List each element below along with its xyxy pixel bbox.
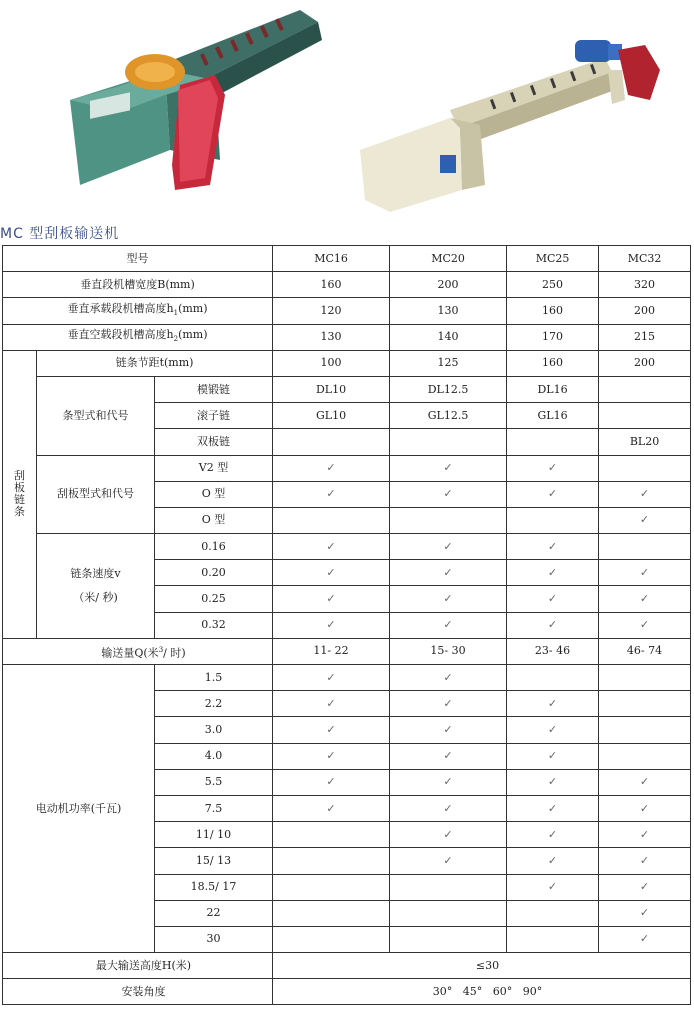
value-cell [599, 560, 691, 586]
check-icon: ✓ [639, 618, 650, 632]
value-cell [507, 665, 599, 691]
value-cell: 46- 74 [599, 638, 691, 664]
check-icon: ✓ [326, 592, 336, 606]
value-cell: DL10 [273, 376, 390, 402]
check-icon: ✓ [443, 565, 453, 579]
value-cell [599, 822, 691, 848]
value-cell [507, 481, 599, 507]
check-icon: ✓ [639, 906, 650, 920]
check-icon: ✓ [639, 853, 650, 867]
value-cell [390, 795, 507, 821]
value-cell [599, 874, 691, 900]
check-icon: ✓ [443, 853, 453, 867]
check-icon: ✓ [443, 696, 453, 710]
value-cell [599, 534, 691, 560]
sub-label: 0.20 [155, 560, 273, 586]
value-cell [390, 717, 507, 743]
check-icon: ✓ [547, 827, 558, 841]
check-icon: ✓ [547, 461, 558, 475]
value-cell [390, 926, 507, 952]
value-cell: 170 [507, 324, 599, 350]
value-cell: 160 [507, 350, 599, 376]
table-row [3, 953, 691, 979]
value-cell [273, 665, 390, 691]
value-cell [599, 717, 691, 743]
install-angle-label: 安装角度 [3, 979, 273, 1005]
right-conveyor-photo [360, 40, 660, 212]
left-conveyor-photo [70, 10, 322, 190]
check-icon: ✓ [326, 539, 336, 553]
value-cell: GL12.5 [390, 403, 507, 429]
table-row [3, 979, 691, 1005]
value-cell [273, 743, 390, 769]
header-col: MC20 [390, 246, 507, 272]
check-icon: ✓ [326, 801, 336, 815]
table-row [3, 534, 691, 560]
check-icon: ✓ [639, 880, 650, 894]
value-cell [273, 691, 390, 717]
value-cell: 200 [599, 298, 691, 324]
value-cell [273, 769, 390, 795]
value-cell [507, 874, 599, 900]
header-model: 型号 [3, 246, 273, 272]
value-cell: GL10 [273, 403, 390, 429]
value-cell [273, 507, 390, 533]
value-cell [273, 848, 390, 874]
value-cell [390, 507, 507, 533]
value-cell [273, 586, 390, 612]
header-col: MC16 [273, 246, 390, 272]
table-row [3, 298, 691, 324]
value-cell: GL16 [507, 403, 599, 429]
check-icon: ✓ [639, 827, 650, 841]
value-cell [390, 822, 507, 848]
check-icon: ✓ [443, 618, 453, 632]
value-cell [390, 743, 507, 769]
table-row [3, 350, 691, 376]
check-icon: ✓ [639, 801, 650, 815]
value-cell [507, 848, 599, 874]
value-cell [390, 560, 507, 586]
value-cell [599, 507, 691, 533]
value-cell [599, 926, 691, 952]
chain-type-label: 条型式和代号 [37, 376, 155, 455]
product-photos [0, 0, 694, 222]
speed-label: 链条速度v （米/ 秒) [37, 534, 155, 639]
check-icon: ✓ [326, 749, 336, 763]
value-cell [273, 822, 390, 848]
value-cell: 200 [599, 350, 691, 376]
value-cell [599, 795, 691, 821]
value-cell [507, 455, 599, 481]
value-cell [273, 717, 390, 743]
sub-label: 2.2 [155, 691, 273, 717]
check-icon: ✓ [443, 801, 453, 815]
value-cell [390, 900, 507, 926]
sub-label: 双板链 [155, 429, 273, 455]
table-row [3, 455, 691, 481]
value-cell [507, 743, 599, 769]
value-cell: DL12.5 [390, 376, 507, 402]
value-cell [507, 612, 599, 638]
sub-label: 5.5 [155, 769, 273, 795]
value-cell [599, 769, 691, 795]
check-icon: ✓ [639, 513, 650, 527]
sub-label: O 型 [155, 507, 273, 533]
value-cell [599, 848, 691, 874]
check-icon: ✓ [443, 749, 453, 763]
value-cell: 120 [273, 298, 390, 324]
value-cell [599, 481, 691, 507]
table-row [3, 324, 691, 350]
value-cell: 200 [390, 272, 507, 298]
value-cell: 15- 30 [390, 638, 507, 664]
sub-label: 18.5/ 17 [155, 874, 273, 900]
value-cell [273, 874, 390, 900]
sub-label: 30 [155, 926, 273, 952]
value-cell: DL16 [507, 376, 599, 402]
value-cell [507, 717, 599, 743]
value-cell [390, 769, 507, 795]
value-cell [273, 926, 390, 952]
sub-label: 0.25 [155, 586, 273, 612]
check-icon: ✓ [547, 539, 558, 553]
check-icon: ✓ [547, 722, 558, 736]
value-cell: 100 [273, 350, 390, 376]
value-cell: 125 [390, 350, 507, 376]
sub-label: 22 [155, 900, 273, 926]
check-icon: ✓ [547, 880, 558, 894]
table-row [3, 272, 691, 298]
row-label: 垂直空载段机槽高度$h_2(mm)$ [3, 324, 273, 350]
value-cell [273, 795, 390, 821]
sub-label: 15/ 13 [155, 848, 273, 874]
check-icon: ✓ [443, 722, 453, 736]
value-cell [390, 874, 507, 900]
value-cell [507, 926, 599, 952]
check-icon: ✓ [547, 618, 558, 632]
row-label: 链条节距t(mm) [37, 350, 273, 376]
value-cell [599, 612, 691, 638]
value-cell [390, 848, 507, 874]
check-icon: ✓ [639, 932, 650, 946]
value-cell: 130 [390, 298, 507, 324]
header-col: MC32 [599, 246, 691, 272]
check-icon: ✓ [443, 827, 453, 841]
check-icon: ✓ [639, 775, 650, 789]
max-height-label: 最大输送高度H(米) [3, 953, 273, 979]
value-cell [507, 507, 599, 533]
value-cell [507, 795, 599, 821]
value-cell [507, 769, 599, 795]
sub-label: 11/ 10 [155, 822, 273, 848]
check-icon: ✓ [326, 565, 336, 579]
sub-label: 0.32 [155, 612, 273, 638]
value-cell [273, 429, 390, 455]
chain-group-label: 刮 板 链 条 [3, 350, 37, 638]
check-icon: ✓ [547, 592, 558, 606]
value-cell [390, 665, 507, 691]
check-icon: ✓ [326, 670, 336, 684]
value-cell [599, 403, 691, 429]
value-cell [390, 481, 507, 507]
value-cell [599, 691, 691, 717]
value-cell [390, 429, 507, 455]
check-icon: ✓ [326, 461, 336, 475]
check-icon: ✓ [547, 696, 558, 710]
value-cell [273, 455, 390, 481]
value-cell [390, 612, 507, 638]
scraper-type-label: 刮板型式和代号 [37, 455, 155, 534]
value-cell [390, 586, 507, 612]
sub-label: 3.0 [155, 717, 273, 743]
value-cell [599, 665, 691, 691]
value-cell [507, 822, 599, 848]
check-icon: ✓ [326, 722, 336, 736]
value-cell [273, 481, 390, 507]
check-icon: ✓ [547, 775, 558, 789]
check-icon: ✓ [547, 487, 558, 501]
sub-label: 0.16 [155, 534, 273, 560]
value-cell [599, 743, 691, 769]
check-icon: ✓ [547, 853, 558, 867]
motor-label: 电动机功率(千瓦) [3, 665, 155, 953]
check-icon: ✓ [639, 487, 650, 501]
value-cell: 140 [390, 324, 507, 350]
value-cell [507, 691, 599, 717]
value-cell [273, 560, 390, 586]
row-label: 垂直承载段机槽高度$h_1(mm)$ [3, 298, 273, 324]
check-icon: ✓ [326, 696, 336, 710]
value-cell [599, 376, 691, 402]
check-icon: ✓ [443, 670, 453, 684]
value-cell [507, 900, 599, 926]
check-icon: ✓ [547, 565, 558, 579]
check-icon: ✓ [639, 592, 650, 606]
value-cell [273, 534, 390, 560]
check-icon: ✓ [547, 801, 558, 815]
sub-label: 7.5 [155, 795, 273, 821]
sub-label: O 型 [155, 481, 273, 507]
check-icon: ✓ [443, 775, 453, 789]
check-icon: ✓ [326, 775, 336, 789]
product-caption: MC 型刮板输送机 [0, 226, 120, 242]
table-row [3, 376, 691, 402]
row-label: 垂直段机槽宽度B(mm) [3, 272, 273, 298]
value-cell [390, 691, 507, 717]
value-cell: 160 [273, 272, 390, 298]
check-icon: ✓ [443, 592, 453, 606]
value-cell [507, 586, 599, 612]
value-cell: 215 [599, 324, 691, 350]
value-cell [390, 455, 507, 481]
check-icon: ✓ [326, 618, 336, 632]
check-icon: ✓ [547, 749, 558, 763]
value-cell [507, 534, 599, 560]
value-cell: 130 [273, 324, 390, 350]
check-icon: ✓ [443, 539, 453, 553]
value-cell [273, 900, 390, 926]
value-cell [273, 612, 390, 638]
check-icon: ✓ [443, 487, 453, 501]
value-cell [507, 560, 599, 586]
sub-label: V2 型 [155, 455, 273, 481]
check-icon: ✓ [443, 461, 453, 475]
table-row [3, 665, 691, 691]
check-icon: ✓ [326, 487, 336, 501]
sub-label: 4.0 [155, 743, 273, 769]
value-cell: 11- 22 [273, 638, 390, 664]
spec-table [2, 245, 691, 1005]
value-cell [507, 429, 599, 455]
sub-label: 模锻链 [155, 376, 273, 402]
value-cell [390, 534, 507, 560]
table-row [3, 246, 691, 272]
value-cell [599, 455, 691, 481]
install-angle-value: 30° 45° 60° 90° [273, 979, 691, 1005]
header-col: MC25 [507, 246, 599, 272]
capacity-label: 输送量Q(米$^3$/ 时) [3, 638, 273, 664]
value-cell: 160 [507, 298, 599, 324]
table-row [3, 638, 691, 664]
value-cell [599, 900, 691, 926]
value-cell [599, 586, 691, 612]
value-cell: 250 [507, 272, 599, 298]
check-icon: ✓ [639, 565, 650, 579]
sub-label: 滚子链 [155, 403, 273, 429]
value-cell: BL20 [599, 429, 691, 455]
sub-label: 1.5 [155, 665, 273, 691]
max-height-value: ≤30 [273, 953, 691, 979]
value-cell: 23- 46 [507, 638, 599, 664]
value-cell: 320 [599, 272, 691, 298]
